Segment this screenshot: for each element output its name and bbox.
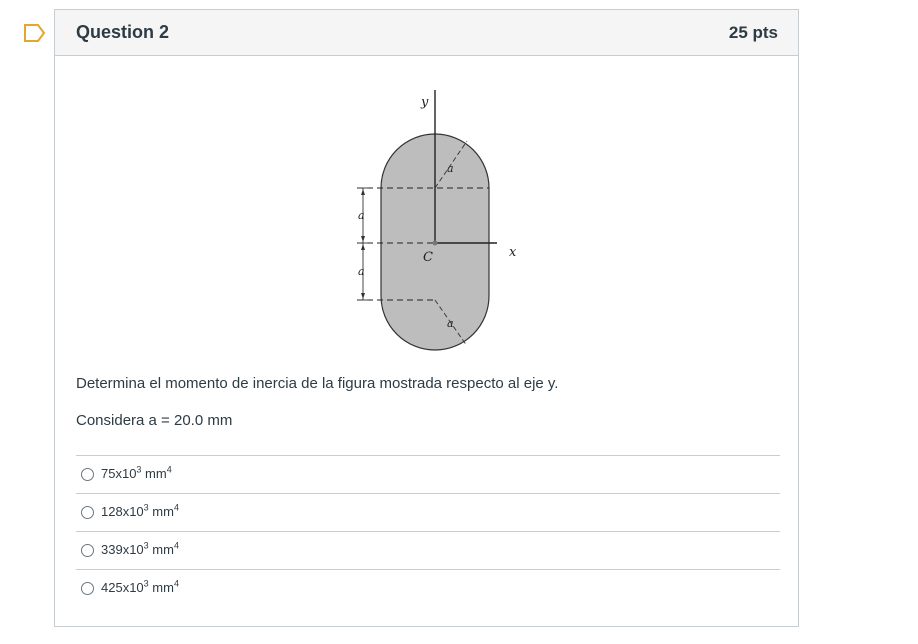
stadium-shape-figure <box>355 82 535 352</box>
question-header <box>55 10 798 56</box>
answer-label: $425x10^3$ $mm^4$ <box>101 578 179 595</box>
answer-label: $128x10^3$ $mm^4$ <box>101 502 179 519</box>
answer-option-4[interactable] <box>76 569 780 607</box>
y-axis-label: y <box>421 95 429 110</box>
answer-option-2[interactable] <box>76 493 780 531</box>
dim-label-bottom: a <box>358 265 365 278</box>
radio-button[interactable] <box>81 468 94 481</box>
x-axis-label: x <box>509 245 517 260</box>
centroid-label: C <box>423 250 433 265</box>
answer-label: $75x10^3$ $mm^4$ <box>101 464 172 481</box>
answer-list <box>76 455 780 607</box>
answer-option-3[interactable] <box>76 531 780 569</box>
centroid-point <box>433 241 438 246</box>
question-card <box>54 9 799 627</box>
radio-button[interactable] <box>81 544 94 557</box>
radio-button[interactable] <box>81 506 94 519</box>
radio-button[interactable] <box>81 582 94 595</box>
answer-label: $339x10^3$ $mm^4$ <box>101 540 179 557</box>
flag-question-icon[interactable] <box>24 24 46 42</box>
answer-option-1[interactable] <box>76 455 780 493</box>
dim-label-top: a <box>358 209 365 222</box>
question-title: Question 2 <box>76 22 170 42</box>
radius-label-bottom: a <box>447 317 454 330</box>
radius-label-top: a <box>447 162 454 175</box>
question-points: 25 pts <box>728 23 778 42</box>
question-given: Considera a = 20.0 mm <box>76 412 233 429</box>
question-prompt: Determina el momento de inercia de la figura mostrada respecto al eje y. <box>76 375 559 392</box>
